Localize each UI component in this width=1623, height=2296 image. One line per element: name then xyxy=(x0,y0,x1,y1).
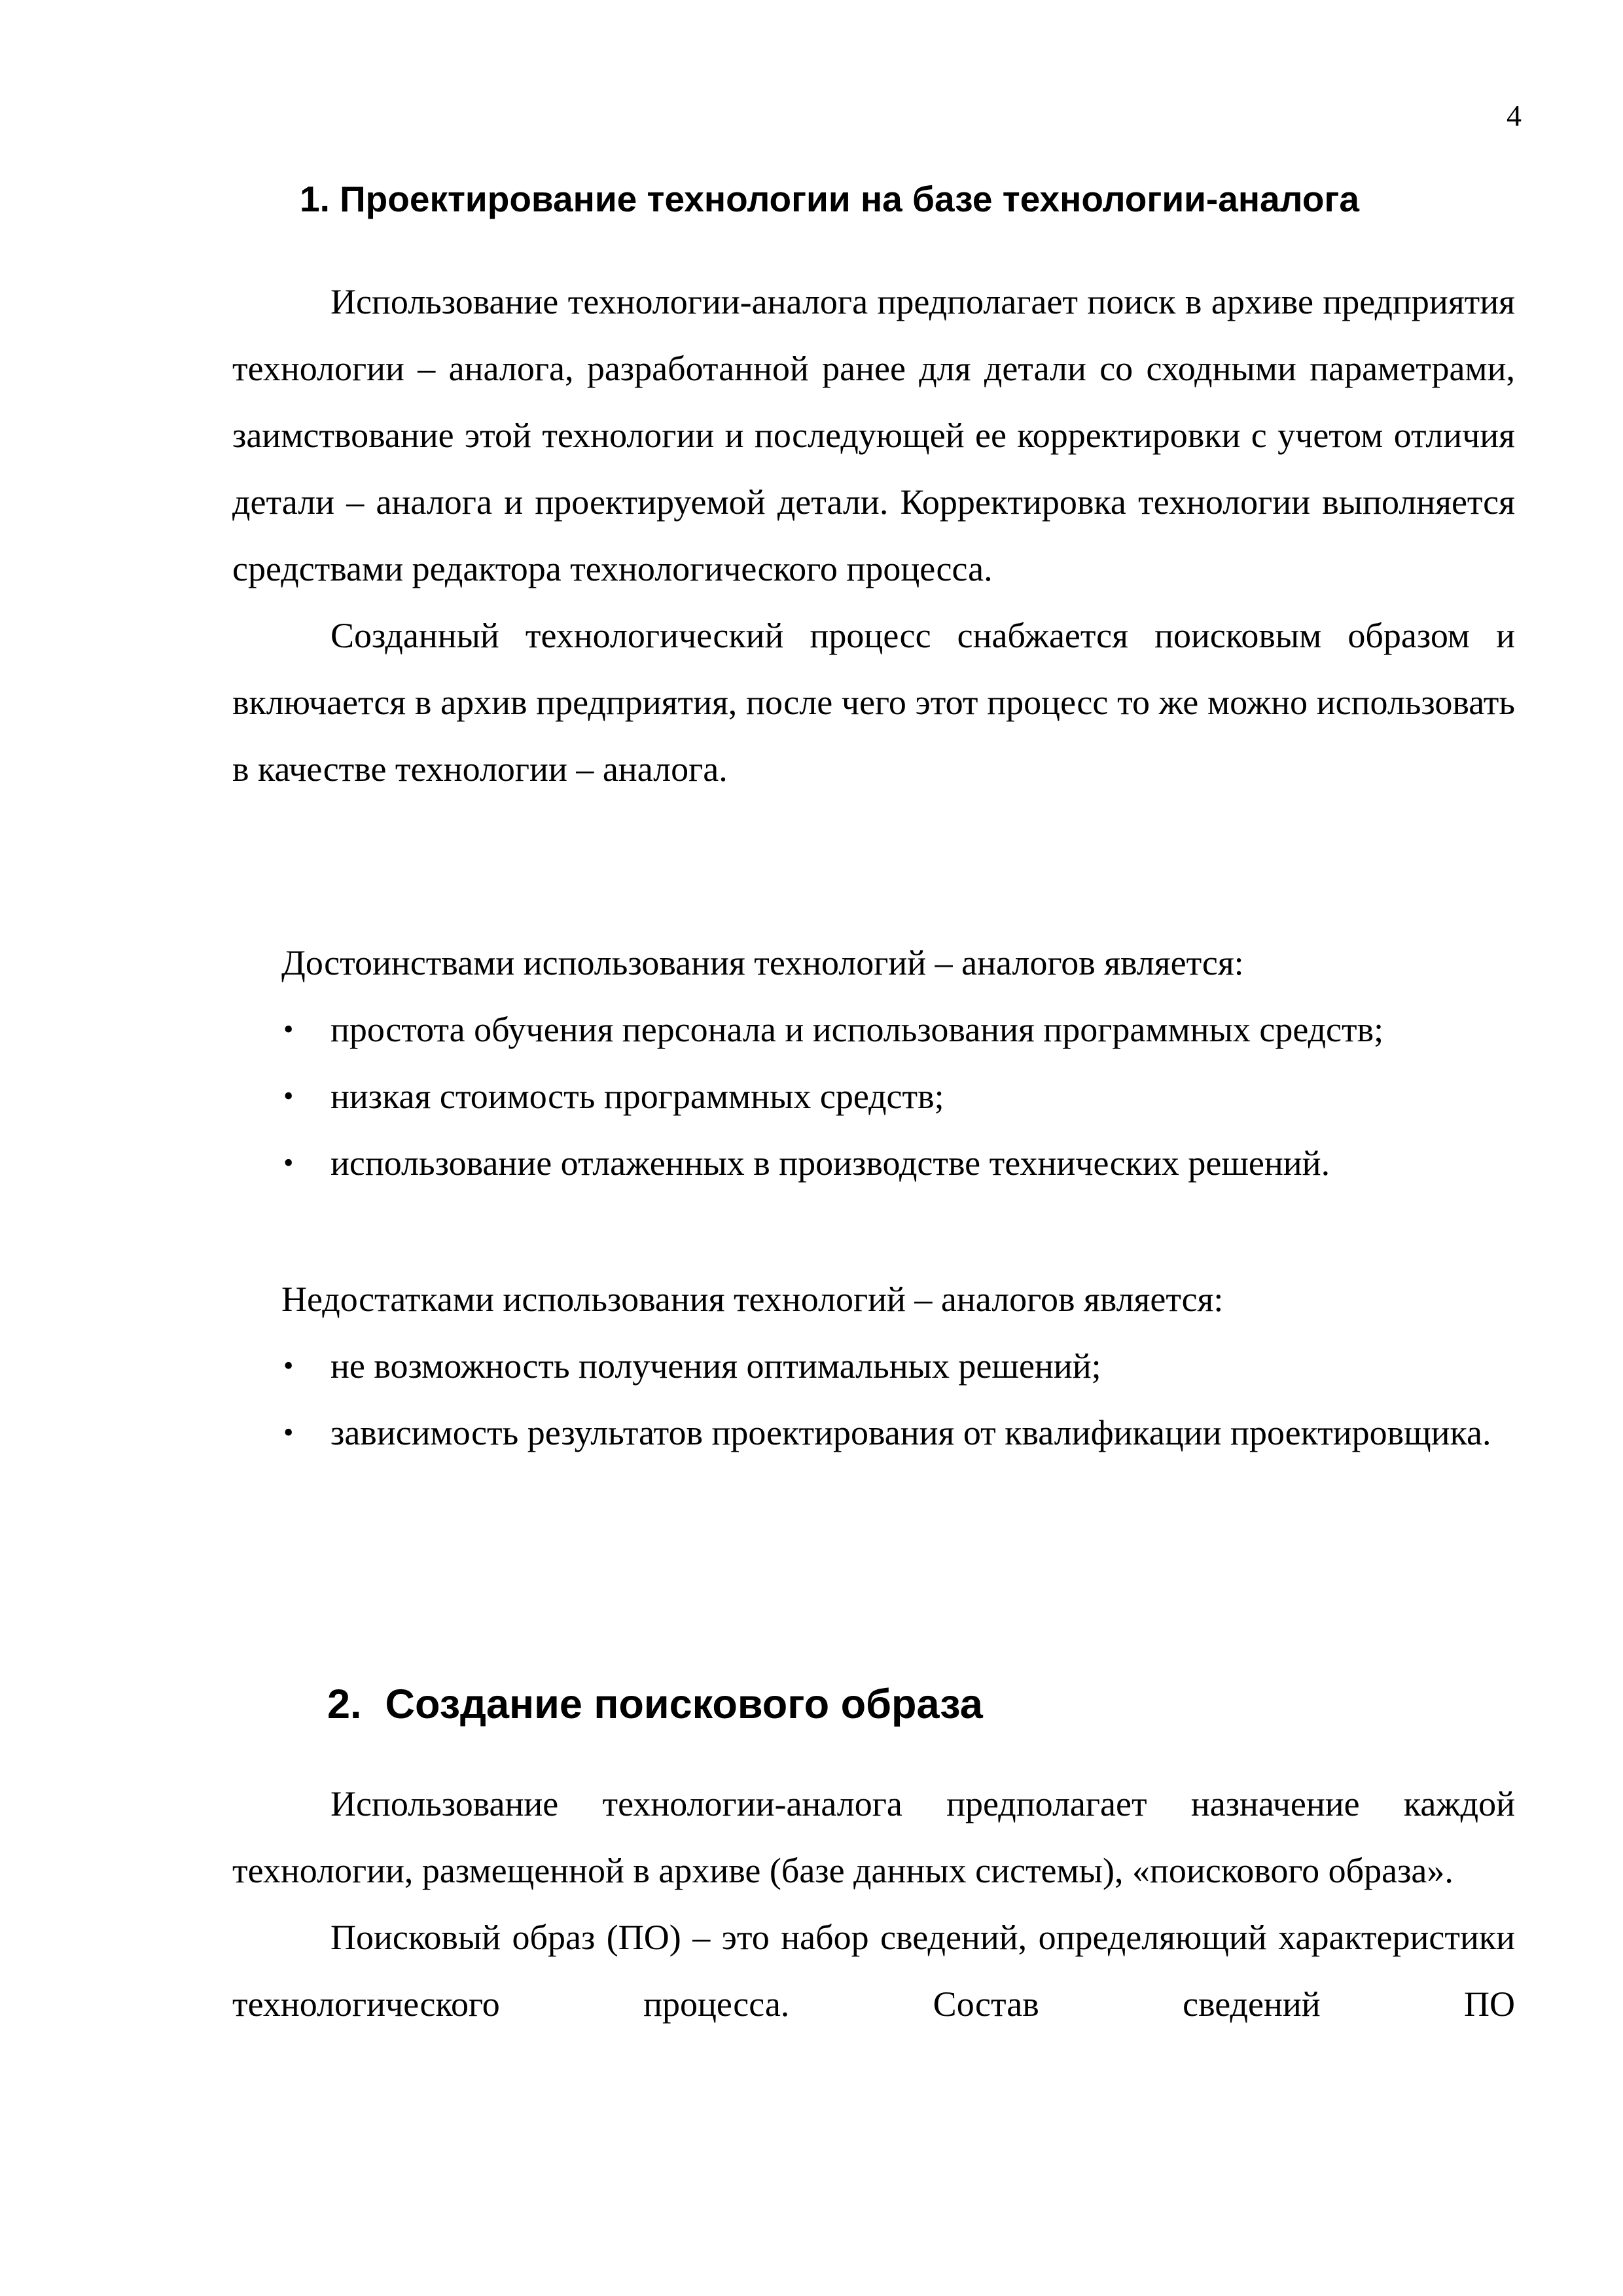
list-item xyxy=(232,1399,1515,1466)
list-item-text: не возможность получения оптимальных решений; xyxy=(330,1346,1101,1386)
section1-title: 1. Проектирование технологии на базе технологии-аналога xyxy=(300,179,1359,219)
list-item-text: использование отлаженных в производстве технических решений. xyxy=(330,1143,1330,1183)
section2-number: 2. xyxy=(327,1681,362,1727)
advantages-list xyxy=(232,996,1515,1196)
list-item-text: зависимость результатов проектирования от квалификации проектировщика. xyxy=(330,1413,1491,1452)
section2-paragraph: Поисковый образ (ПО) – это набор сведений, определяющий характеристики технологического процесса. Состав сведений ПО xyxy=(232,1918,1515,2024)
bullet-icon: • xyxy=(283,1013,294,1045)
bullet-icon: • xyxy=(283,1080,294,1112)
disadvantages-lead: Недостатками использования технологий – аналогов является: xyxy=(281,1280,1224,1319)
list-item xyxy=(232,996,1515,1063)
disadvantages-list xyxy=(232,1333,1515,1466)
section1-paragraph: Использование технологии-аналога предполагает поиск в архиве предприятия технологии – аналога, разработанной ранее для детали со сходными параметрами, заимствование этой технологии и последующей ее корректировки с учетом отличия детали – аналога и проектируемой детали. Корректировка технологии выполняется средствами редактора технологического процесса. xyxy=(232,282,1515,588)
list-item-text: простота обучения персонала и использования программных средств; xyxy=(330,1010,1384,1049)
bullet-icon: • xyxy=(283,1147,294,1179)
bullet-icon: • xyxy=(283,1416,294,1448)
section2-paragraph: Использование технологии-аналога предполагает назначение каждой технологии, размещенной в архиве (базе данных системы), «поискового образа». xyxy=(232,1784,1515,1890)
advantages-block xyxy=(232,929,1515,1196)
bullet-icon: • xyxy=(283,1350,294,1382)
section2-title xyxy=(327,1681,983,1728)
list-item xyxy=(232,1333,1515,1399)
section2-title-text: Создание поискового образа xyxy=(385,1681,983,1727)
list-item xyxy=(232,1130,1515,1196)
list-item-text: низкая стоимость программных средств; xyxy=(330,1077,944,1116)
section1-paragraph: Созданный технологический процесс снабжается поисковым образом и включается в архив предприятия, после чего этот процесс то же можно использовать в качестве технологии – аналога. xyxy=(232,616,1515,789)
page-number: 4 xyxy=(1507,99,1522,132)
section1-body xyxy=(232,268,1515,802)
disadvantages-block xyxy=(232,1266,1515,1466)
section2-body xyxy=(232,1770,1515,2037)
list-item xyxy=(232,1063,1515,1130)
advantages-lead: Достоинствами использования технологий – аналогов является: xyxy=(281,943,1244,982)
